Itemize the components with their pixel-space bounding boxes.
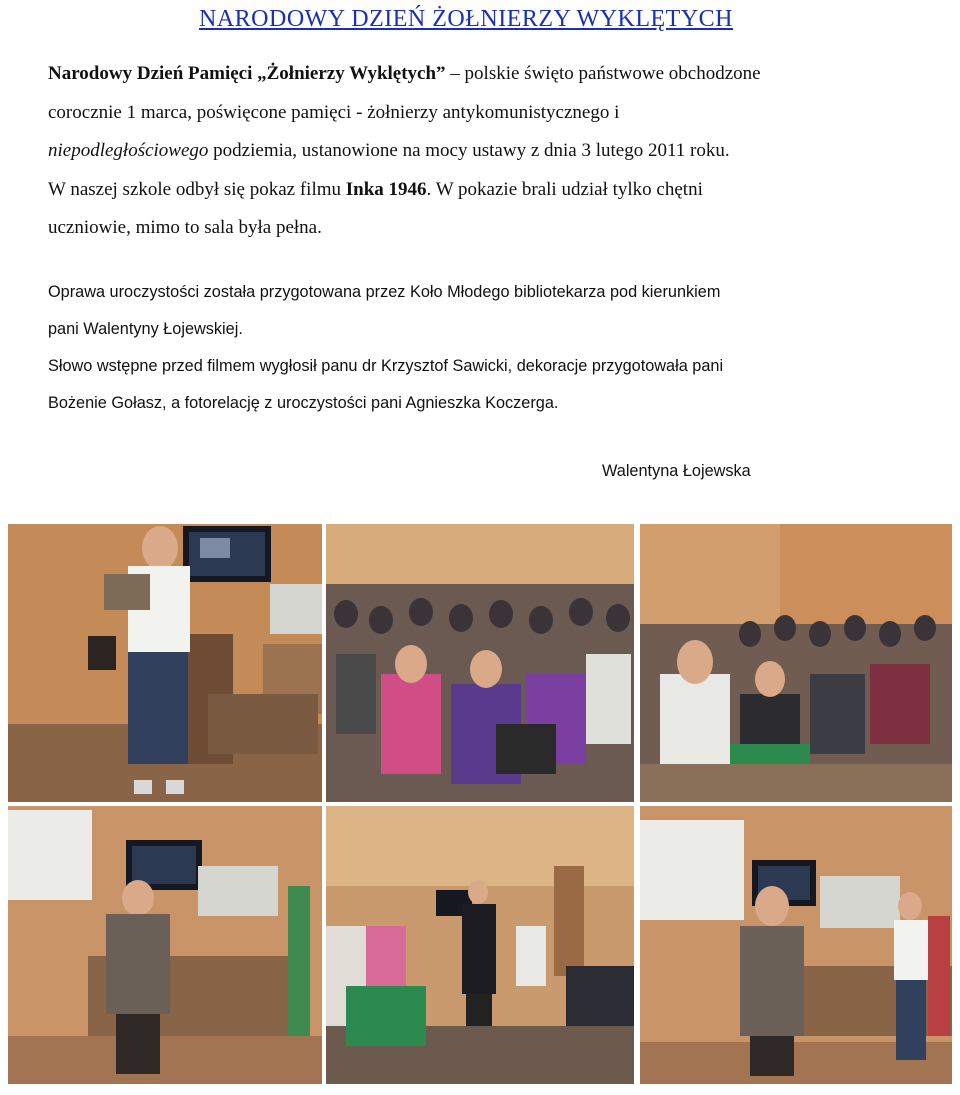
intro-line-4-pre: W naszej szkole odbył się pokaz filmu: [48, 178, 346, 200]
intro-paragraph: [48, 55, 928, 248]
intro-line-5: uczniowie, mimo to sala była pełna.: [48, 217, 322, 238]
intro-line-3-rest: podziemia, ustanowione na mocy ustawy z dnia 3 lutego 2011 roku.: [208, 140, 730, 161]
page-title: NARODOWY DZIEŃ ŻOŁNIERZY WYKLĘTYCH: [198, 6, 734, 32]
film-title: Inka 1946: [345, 178, 427, 200]
photo-student-reading: [8, 524, 322, 802]
photo-speaker: [326, 806, 634, 1084]
intro-line-4-post: . W pokazie brali udział tylko chętni: [426, 178, 703, 200]
photo-teacher-speaking: [8, 806, 322, 1084]
photo-teacher-reading: [640, 806, 952, 1084]
holiday-name: Narodowy Dzień Pamięci „Żołnierzy Wyklętych”: [48, 63, 446, 84]
photo-audience-left: [326, 524, 634, 802]
italic-word: niepodległościowego: [48, 140, 209, 161]
intro-line-3: [48, 132, 928, 171]
body-line-2: pani Walentyny Łojewskiej.: [48, 320, 243, 338]
body-paragraph: [48, 274, 948, 422]
intro-line-1-rest: – polskie święto państwowe obchodzone: [445, 63, 761, 84]
intro-line-1: [48, 55, 928, 94]
intro-line-2: corocznie 1 marca, poświęcone pamięci - żołnierzy antykomunistycznego i: [48, 101, 620, 123]
intro-line-4: [48, 171, 928, 210]
photo-audience-right: [640, 524, 952, 802]
body-line-1: Oprawa uroczystości została przygotowana przez Koło Młodego bibliotekarza pod kierunkiem: [48, 283, 721, 301]
body-line-4: Bożenie Gołasz, a fotorelację z uroczystości pani Agnieszka Koczerga.: [48, 394, 559, 412]
author-signature: Walentyna Łojewska: [602, 462, 751, 480]
body-line-3: Słowo wstępne przed filmem wygłosił panu dr Krzysztof Sawicki, dekoracje przygotowała pani: [48, 357, 724, 375]
